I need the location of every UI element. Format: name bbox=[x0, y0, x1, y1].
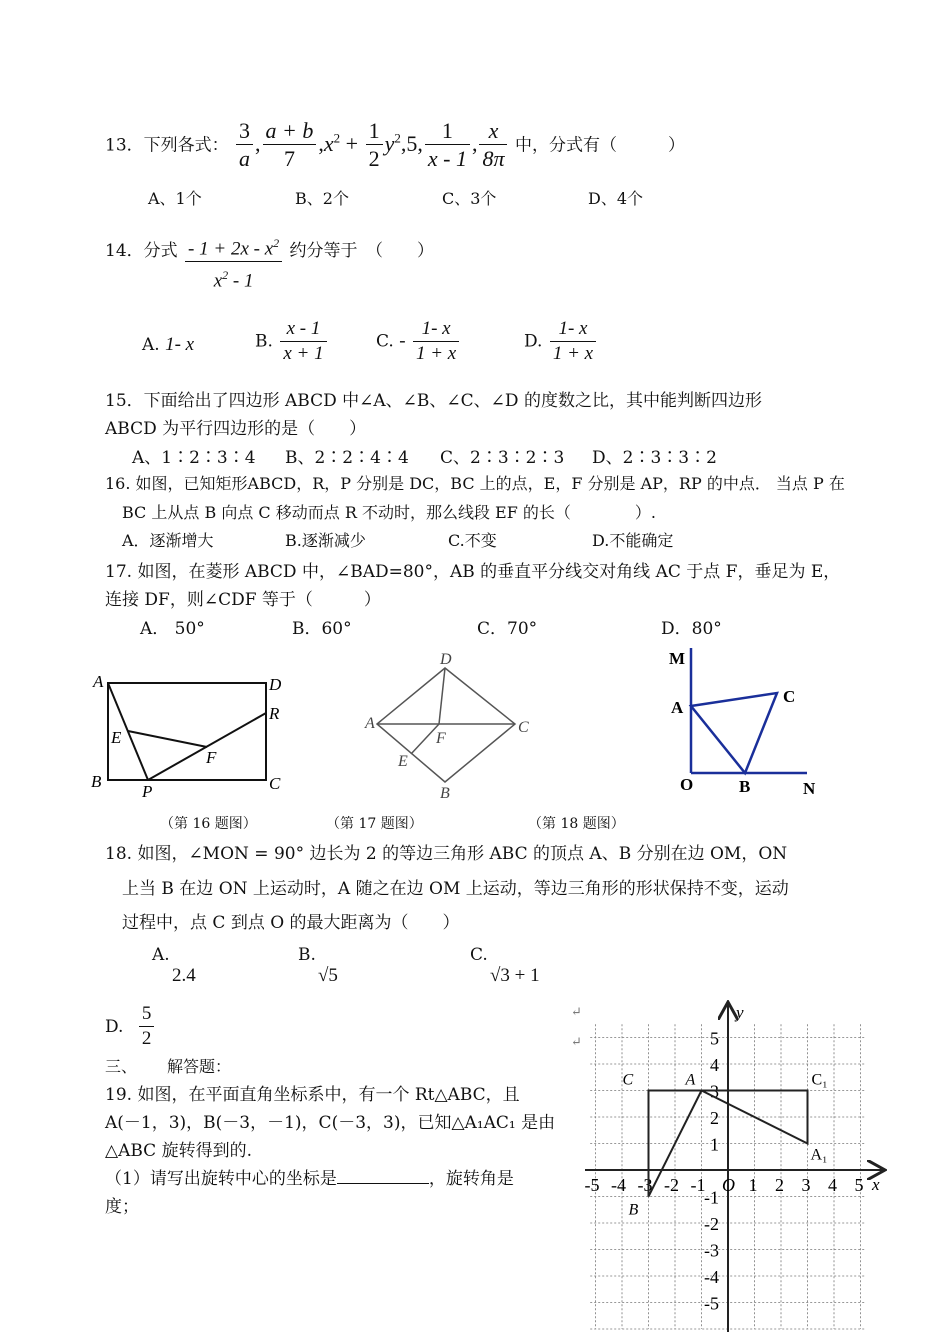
fig17-label-d: D bbox=[440, 651, 452, 668]
grid-label-c: C bbox=[622, 1071, 634, 1089]
q13-frac-5: $\frac{x}{8\pi}$ bbox=[479, 118, 507, 173]
fig18-label-n: N bbox=[803, 779, 816, 798]
fig18-label-o: O bbox=[680, 775, 694, 794]
q19-line-5: 度； bbox=[105, 1197, 139, 1217]
q16-option-d[interactable]: D.不能确定 bbox=[592, 531, 674, 550]
y-axis-label: y bbox=[736, 1003, 744, 1022]
y-tick-label: 5 bbox=[710, 1028, 719, 1049]
q18-option-d[interactable]: D. $\frac{5}{2}$ bbox=[105, 1003, 156, 1051]
q16-line-1: 16. 如图，已知矩形ABCD，R，P 分别是 DC，BC 上的点，E，F 分别是 AP，RP 的中点． 当点 P 在 bbox=[105, 474, 845, 493]
x-axis-label: x bbox=[872, 1175, 880, 1194]
fig18-label-c: C bbox=[783, 687, 796, 706]
fig17-label-a: A bbox=[365, 715, 375, 732]
x-tick-label: 1 bbox=[748, 1175, 758, 1195]
x-tick-label: 3 bbox=[801, 1175, 811, 1195]
q18-line-3: 过程中，点 C 到点 O 的最大距离为（ ） bbox=[122, 913, 460, 933]
fig16-label-a: A bbox=[93, 672, 104, 691]
x-tick-label: -1 bbox=[690, 1175, 706, 1195]
fig17-caption: （第 17 题图） bbox=[326, 816, 423, 832]
fig17-label-b: B bbox=[440, 785, 450, 802]
q16-option-a[interactable]: A．逐渐增大 bbox=[122, 531, 214, 550]
fig18-label-b: B bbox=[739, 777, 751, 796]
fig16-label-r: R bbox=[269, 704, 280, 723]
q18-option-b[interactable]: B. √5 bbox=[298, 945, 338, 986]
x-tick-label: 5 bbox=[854, 1175, 864, 1195]
x-tick-label: -2 bbox=[664, 1175, 679, 1195]
q18-line-1: 18. 如图，∠MON = 90° 边长为 2 的等边三角形 ABC 的顶点 A、B 分别在边 OM，ON bbox=[105, 844, 788, 864]
q14-option-c[interactable]: C. - $\frac{1- x}{1 + x}$ bbox=[376, 318, 461, 366]
q19-line-4: （1）请写出旋转中心的坐标是 ，旋转角是 bbox=[105, 1169, 514, 1189]
y-tick-label: -1 bbox=[704, 1187, 719, 1208]
q14-option-d[interactable]: D. $\frac{1- x}{1 + x}$ bbox=[524, 318, 598, 366]
q15-line-2: ABCD 为平行四边形的是（ ） bbox=[105, 419, 367, 439]
section-3-heading bbox=[105, 1054, 231, 1077]
x-tick-label: 2 bbox=[775, 1175, 784, 1195]
fig17-label-e: E bbox=[398, 753, 408, 770]
q17-option-a[interactable]: A． 50° bbox=[140, 619, 205, 639]
q13-tail: 中，分式有（ ） bbox=[514, 135, 685, 156]
q16-option-b[interactable]: B.逐渐减少 bbox=[285, 531, 366, 550]
q15-option-d[interactable]: D、2∶3∶3∶2 bbox=[592, 448, 717, 468]
q14-line bbox=[105, 236, 434, 293]
fig16-label-b: B bbox=[91, 772, 102, 791]
coordinate-grid bbox=[580, 1000, 900, 1340]
figure-16 bbox=[85, 665, 295, 805]
fig17-label-c: C bbox=[518, 719, 529, 736]
x-tick-label: -4 bbox=[611, 1175, 626, 1195]
q19-answer-blank-1[interactable] bbox=[337, 1168, 429, 1184]
fig16-caption: （第 16 题图） bbox=[160, 816, 257, 832]
figure-18 bbox=[665, 642, 835, 802]
q13-option-d[interactable]: D、4个 bbox=[588, 189, 644, 208]
figure-17 bbox=[360, 648, 540, 806]
return-mark-2: ↵ bbox=[571, 1035, 582, 1050]
y-tick-label: -5 bbox=[704, 1293, 719, 1314]
x-tick-label: 4 bbox=[828, 1175, 837, 1195]
q13-frac-1: $\frac{3}{a}$ bbox=[236, 118, 253, 173]
segment-fe bbox=[411, 724, 439, 754]
q19-line-2: A(－1，3)，B(－3，－1)，C(－3，3)，已知△A₁AC₁ 是由 bbox=[105, 1113, 556, 1133]
y-tick-label: 2 bbox=[710, 1108, 719, 1128]
q15-line-1: 15．下面给出了四边形 ABCD 中∠A、∠B、∠C、∠D 的度数之比，其中能判断四边形 bbox=[105, 391, 762, 411]
q16-option-c[interactable]: C.不变 bbox=[448, 531, 497, 550]
q13-option-a[interactable]: A、1个 bbox=[148, 189, 202, 208]
fig16-label-c: C bbox=[269, 774, 281, 793]
q17-option-c[interactable]: C．70° bbox=[477, 619, 538, 639]
segment-df bbox=[439, 668, 445, 724]
grid-label-c1: C₁ bbox=[811, 1071, 828, 1089]
fig16-label-d: D bbox=[269, 675, 282, 694]
y-tick-label: -2 bbox=[704, 1214, 719, 1234]
grid-label-b: B bbox=[628, 1201, 639, 1219]
q13-line: 13．下列各式： $\frac{3}{a}$ , $\frac{a + b}{7}$ $,x^2$ + $\frac{1}{2}$ $y^2,5$, $\frac{1}{x - 1}$ , $\frac{x}{8\pi}$ 中，分式有（ ） bbox=[105, 118, 685, 172]
fig16-label-p: P bbox=[142, 782, 153, 801]
segment-ef bbox=[128, 731, 207, 747]
x-tick-label: O bbox=[722, 1175, 735, 1195]
q17-line-1: 17. 如图，在菱形 ABCD 中，∠BAD=80°，AB 的垂直平分线交对角线 AC 于点 F，垂足为 E， bbox=[105, 562, 841, 582]
q18-option-a[interactable]: A. 2.4 bbox=[152, 945, 196, 986]
q14-tail: 约分等于 （ ） bbox=[289, 241, 435, 261]
y-tick-label: -4 bbox=[704, 1267, 719, 1287]
q19-line-3: △ABC 旋转得到的. bbox=[105, 1141, 252, 1161]
q13-frac-2: $\frac{a + b}{7}$ bbox=[263, 118, 317, 173]
q16-line-2: BC 上从点 B 向点 C 移动而点 R 不动时，那么线段 EF 的长（ ）. bbox=[122, 503, 656, 522]
y-tick-label: -3 bbox=[704, 1240, 719, 1261]
q15-option-a[interactable]: A、1∶2∶3∶4 bbox=[132, 448, 256, 468]
q13-option-c[interactable]: C、3个 bbox=[442, 189, 497, 208]
fig16-label-f: F bbox=[206, 748, 217, 767]
q15-option-b[interactable]: B、2∶2∶4∶4 bbox=[285, 448, 409, 468]
q19-line-1: 19. 如图，在平面直角坐标系中，有一个 Rt△ABC，且 bbox=[105, 1085, 520, 1105]
triangle-abc bbox=[691, 693, 777, 773]
grid-label-a1: A₁ bbox=[810, 1146, 828, 1164]
q14-option-a[interactable]: A. 1- x bbox=[142, 334, 195, 355]
fig18-caption: （第 18 题图） bbox=[528, 816, 625, 832]
fig17-label-f: F bbox=[436, 730, 446, 747]
q14-fraction: $\frac{- 1 + 2x - x^2}{x^2 - 1}$ bbox=[185, 236, 282, 293]
q13-frac-4: $\frac{1}{x - 1}$ bbox=[425, 118, 470, 173]
q14-option-b[interactable]: B. $\frac{x - 1}{x + 1}$ bbox=[255, 318, 329, 366]
return-mark-1: ↵ bbox=[571, 1005, 582, 1020]
q13-frac-3: $\frac{1}{2}$ bbox=[366, 118, 383, 173]
y-tick-label: 1 bbox=[710, 1134, 719, 1155]
section-3-label: 三、 bbox=[105, 1057, 138, 1076]
q18-option-c[interactable]: C. √3 + 1 bbox=[470, 945, 540, 986]
q13-lead: 下列各式： bbox=[143, 135, 229, 156]
y-tick-label: 3 bbox=[710, 1081, 719, 1102]
x-tick-label: -3 bbox=[637, 1175, 653, 1195]
fig16-label-e: E bbox=[111, 728, 122, 747]
q13-option-b[interactable]: B、2个 bbox=[295, 189, 349, 208]
q14-number: 14． bbox=[105, 241, 144, 261]
q17-option-d[interactable]: D．80° bbox=[661, 619, 722, 639]
q18-line-2: 上当 B 在边 ON 上运动时，A 随之在边 OM 上运动，等边三角形的形状保持不变，运动 bbox=[122, 879, 789, 899]
x-tick-label: -5 bbox=[584, 1175, 600, 1195]
grid-label-a: A bbox=[685, 1071, 696, 1089]
q17-option-b[interactable]: B．60° bbox=[292, 619, 352, 639]
y-tick-label: 4 bbox=[710, 1055, 719, 1075]
fig18-label-m: M bbox=[669, 649, 686, 668]
q14-lead: 分式 bbox=[143, 241, 178, 261]
q13-number: 13． bbox=[105, 135, 144, 156]
section-3-title: 解答题： bbox=[167, 1057, 232, 1076]
q15-option-c[interactable]: C、2∶3∶2∶3 bbox=[440, 448, 565, 468]
fig18-label-a: A bbox=[671, 698, 684, 717]
q17-line-2: 连接 DF，则∠CDF 等于（ ） bbox=[105, 590, 381, 610]
